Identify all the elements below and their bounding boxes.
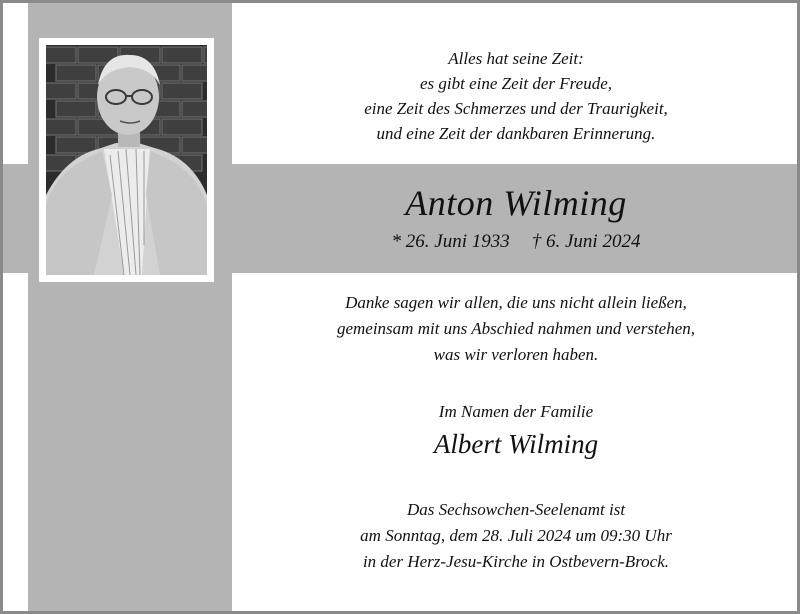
service-line: Das Sechsowchen-Seelenamt ist xyxy=(406,500,626,519)
poem-line: es gibt eine Zeit der Freude, xyxy=(420,74,612,93)
portrait-photo xyxy=(46,45,207,275)
life-dates xyxy=(232,229,800,255)
birth-date: * 26. Juni 1933 xyxy=(391,231,510,252)
poem-line: und eine Zeit der dankbaren Erinnerung. xyxy=(376,124,656,143)
service-line: am Sonntag, dem 28. Juli 2024 um 09:30 Uhr xyxy=(360,526,672,545)
service-announcement xyxy=(232,497,800,575)
family-signatory: Albert Wilming xyxy=(433,429,599,459)
thanks-line: gemeinsam mit uns Abschied nahmen und verstehen, xyxy=(336,319,696,338)
portrait-photo-frame xyxy=(39,38,214,282)
poem-line: eine Zeit des Schmerzes und der Traurigkeit, xyxy=(364,99,668,118)
family-intro: Im Namen der Familie xyxy=(438,402,594,421)
service-line: in der Herz-Jesu-Kirche in Ostbevern-Brock. xyxy=(362,552,670,571)
thanks-message xyxy=(232,290,800,368)
portrait-image xyxy=(46,45,207,275)
thanks-line: Danke sagen wir allen, die uns nicht allein ließen, xyxy=(345,293,687,312)
poem-line: Alles hat seine Zeit: xyxy=(448,49,584,68)
deceased-name: Anton Wilming xyxy=(405,183,627,223)
death-date: † 6. Juni 2024 xyxy=(531,231,641,252)
poem-verse xyxy=(232,46,800,146)
thanks-line: was wir verloren haben. xyxy=(433,345,599,364)
